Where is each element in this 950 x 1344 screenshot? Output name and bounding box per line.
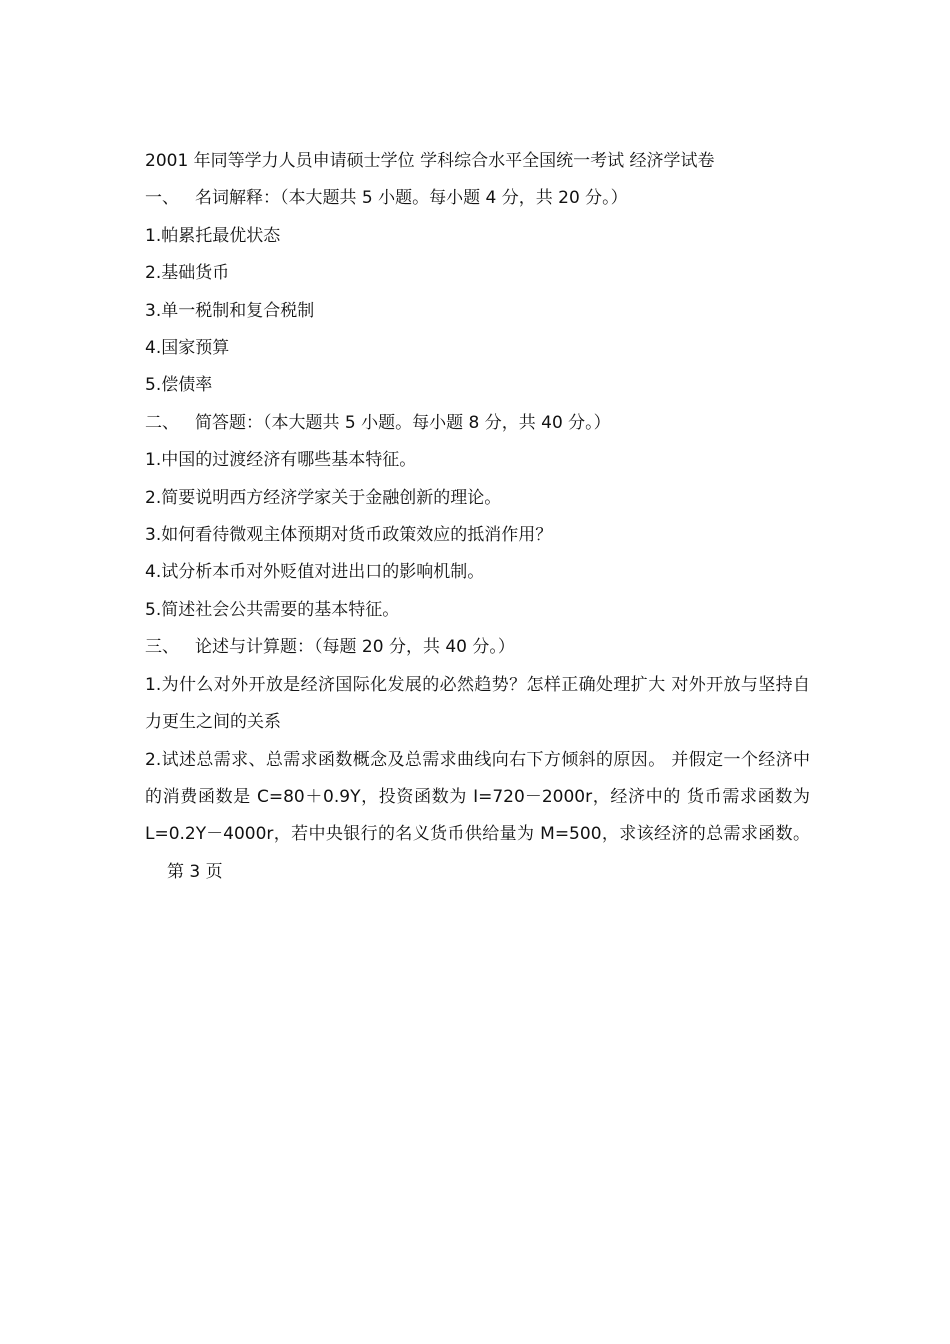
- section-1-item: 3.单一税制和复合税制: [145, 300, 315, 321]
- section-3-item-with-page-label: [145, 742, 810, 892]
- page-number: 第 3 页: [167, 861, 223, 882]
- section-2-title: 简答题：（本大题共 5 小题。每小题 8 分，共 40 分。）: [195, 412, 611, 433]
- section-3-item: 1.为什么对外开放是经济国际化发展的必然趋势？怎样正确处理扩大 对外开放与坚持自力更生之间的关系: [145, 674, 810, 733]
- document-title: 2001 年同等学力人员申请硕士学位 学科综合水平全国统一考试 经济学试卷: [145, 151, 715, 171]
- section-2-item: 1.中国的过渡经济有哪些基本特征。: [145, 450, 417, 471]
- document-body: [145, 143, 810, 891]
- section-2-heading: [145, 405, 810, 442]
- section-1-item: 1.帕累托最优状态: [145, 225, 281, 246]
- section-3-number: 三、: [145, 637, 179, 658]
- section-1-number: 一、: [145, 188, 179, 209]
- section-2-number: 二、: [145, 412, 179, 433]
- section-2-item: 5.简述社会公共需要的基本特征。: [145, 599, 400, 620]
- section-1-item: 2.基础货币: [145, 263, 230, 284]
- section-1-item: 4.国家预算: [145, 338, 230, 359]
- section-3-title: 论述与计算题：（每题 20 分，共 40 分。）: [195, 637, 515, 658]
- section-3-item: 2.试述总需求、总需求函数概念及总需求曲线向右下方倾斜的原因。 并假定一个经济中的消费函数是 C=80＋0.9Y，投资函数为 I=720－2000r，经济中的 货币需求函数为 L=0.2Y－4000r，若中央银行的名义货币供给量为 M=500，求该经济的总需求函数。: [145, 749, 810, 845]
- section-3-heading: [145, 629, 810, 666]
- section-1-title: 名词解释：（本大题共 5 小题。每小题 4 分，共 20 分。）: [195, 188, 628, 209]
- section-2-item: 4.试分析本币对外贬值对进出口的影响机制。: [145, 562, 485, 583]
- section-2-item: 3.如何看待微观主体预期对货币政策效应的抵消作用？: [145, 525, 553, 546]
- section-1-heading: [145, 180, 810, 217]
- section-2-item: 2.简要说明西方经济学家关于金融创新的理论。: [145, 487, 502, 508]
- section-1-item: 5.偿债率: [145, 375, 213, 396]
